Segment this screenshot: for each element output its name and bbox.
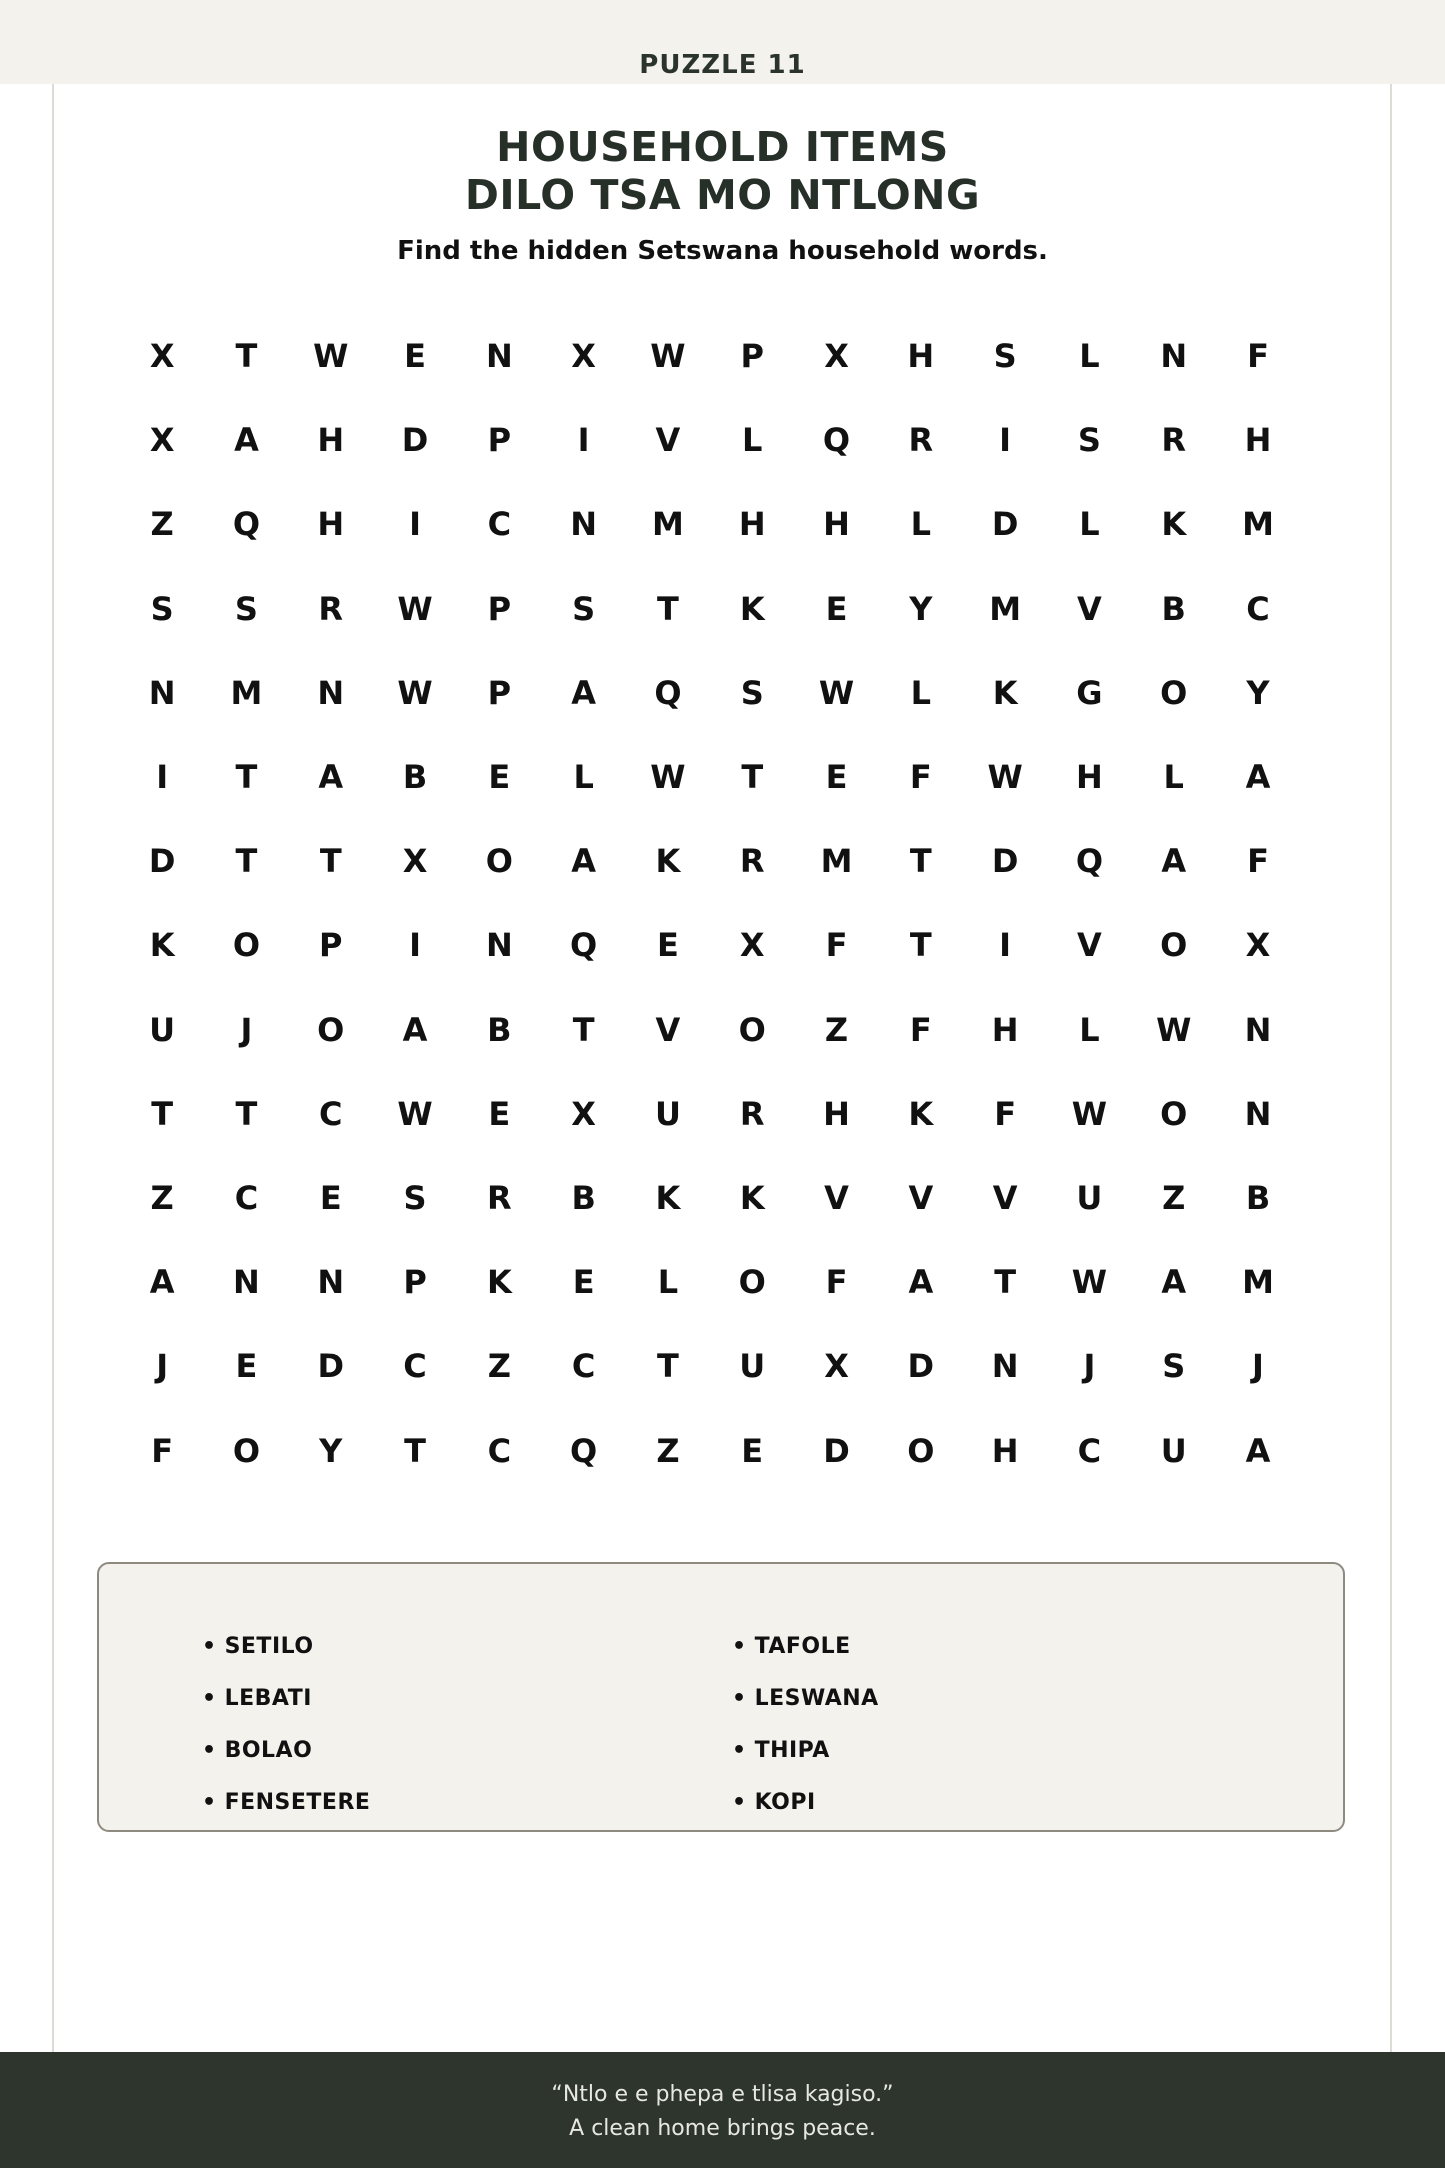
grid-letter[interactable]: J [156,1347,169,1386]
footer-translation: A clean home brings peace. [569,2116,876,2141]
grid-letter[interactable]: K [739,589,765,628]
grid-letter[interactable]: A [1161,1263,1187,1302]
grid-letter[interactable]: W [397,1094,433,1133]
grid-letter[interactable]: Q [232,505,261,544]
grid-letter[interactable]: A [149,1263,175,1302]
grid-letter[interactable]: Z [824,1010,849,1049]
grid-letter[interactable]: R [1161,421,1187,460]
word-list-item [732,1686,879,1738]
grid-letter[interactable]: N [1244,1094,1272,1133]
grid-letter[interactable]: D [991,842,1019,881]
grid-letter[interactable]: W [313,337,349,376]
grid-letter[interactable]: Z [656,1431,680,1470]
grid-letter[interactable]: C [403,1347,427,1386]
grid-letter[interactable]: B [402,758,428,797]
grid-letter[interactable]: R [487,1178,512,1217]
grid-letter[interactable]: F [909,758,932,797]
grid-letter[interactable]: R [739,842,765,881]
grid-letter[interactable]: I [999,421,1012,460]
grid-letter[interactable]: X [402,842,428,881]
grid-letter[interactable]: M [1242,505,1274,544]
grid-letter[interactable]: V [1077,926,1102,965]
grid-letter[interactable]: V [992,1178,1018,1217]
word-list-label: LEBATI [224,1686,312,1711]
grid-letter[interactable]: M [652,505,684,544]
grid-letter[interactable]: R [908,421,934,460]
grid-letter[interactable]: Z [150,1178,174,1217]
grid-letter[interactable]: L [910,505,932,544]
grid-letter[interactable]: S [993,337,1017,376]
grid-letter[interactable]: E [825,589,848,628]
grid-letter[interactable]: J [1252,1347,1264,1386]
grid-letter[interactable]: E [488,1094,511,1133]
grid-letter[interactable]: T [404,1431,426,1470]
grid-letter[interactable]: W [397,673,433,712]
grid-letter[interactable]: X [1245,926,1271,965]
bullet-icon: • [202,1686,217,1711]
grid-letter[interactable]: V [824,1178,849,1217]
grid-letter[interactable]: B [1245,1178,1271,1217]
footer-band [0,2052,1445,2168]
grid-letter[interactable]: B [571,1178,596,1217]
grid-letter[interactable]: C [571,1347,596,1386]
grid-letter[interactable]: D [148,842,176,881]
grid-letter[interactable]: Y [319,1431,343,1470]
grid-letter[interactable]: W [650,337,686,376]
grid-letter[interactable]: T [909,926,932,965]
bullet-icon: • [202,1790,217,1815]
grid-letter[interactable]: F [825,1263,848,1302]
grid-letter[interactable]: I [409,505,421,544]
grid-letter[interactable]: K [655,842,681,881]
grid-letter[interactable]: N [1244,1010,1272,1049]
grid-letter[interactable]: Y [1246,673,1270,712]
grid-letter[interactable]: X [824,337,849,376]
grid-letter[interactable]: O [317,1010,345,1049]
grid-letter[interactable]: L [910,673,932,712]
grid-letter[interactable]: O [1160,1094,1188,1133]
grid-letter[interactable]: E [235,1347,258,1386]
grid-letter[interactable]: E [825,758,848,797]
grid-letter[interactable]: R [318,589,344,628]
grid-letter[interactable]: O [1160,673,1188,712]
bullet-icon: • [732,1790,747,1815]
grid-letter[interactable]: W [1156,1010,1192,1049]
grid-letter[interactable]: S [740,673,764,712]
word-list-item [732,1634,879,1686]
grid-letter[interactable]: Y [909,589,933,628]
grid-letter[interactable]: I [999,926,1012,965]
grid-letter[interactable]: N [317,673,345,712]
grid-letter[interactable]: O [485,842,513,881]
grid-letter[interactable]: S [150,589,174,628]
word-list-left-column [202,1634,370,1842]
grid-letter[interactable]: T [572,1010,595,1049]
grid-letter[interactable]: C [487,1431,512,1470]
grid-letter[interactable]: T [994,1263,1017,1302]
grid-letter[interactable]: S [1162,1347,1186,1386]
grid-letter[interactable]: M [989,589,1022,628]
grid-letter[interactable]: K [992,673,1018,712]
grid-letter[interactable]: P [319,926,343,965]
grid-letter[interactable]: E [488,758,511,797]
grid-letter[interactable]: N [1160,337,1188,376]
grid-letter[interactable]: T [657,589,679,628]
grid-letter[interactable]: D [823,1431,850,1470]
grid-letter[interactable]: T [151,1094,174,1133]
grid-letter[interactable]: C [1246,589,1270,628]
grid-letter[interactable]: T [235,337,258,376]
grid-letter[interactable]: M [1242,1263,1274,1302]
bullet-icon: • [202,1738,217,1763]
word-list-item [202,1634,370,1686]
grid-letter[interactable]: Q [654,673,682,712]
grid-letter[interactable]: V [655,421,681,460]
grid-letter[interactable]: J [240,1010,253,1049]
puzzle-title-english: HOUSEHOLD ITEMS [496,123,949,171]
grid-letter[interactable]: E [319,1178,342,1217]
grid-letter[interactable]: D [991,505,1019,544]
grid-letter[interactable]: F [1247,842,1269,881]
grid-letter[interactable]: X [149,337,175,376]
grid-letter[interactable]: T [657,1347,679,1386]
grid-letter[interactable]: K [486,1263,512,1302]
grid-letter[interactable]: T [235,842,258,881]
grid-letter[interactable]: T [741,758,764,797]
grid-letter[interactable]: N [317,1263,345,1302]
grid-letter[interactable]: F [825,926,848,965]
bullet-icon: • [732,1686,747,1711]
grid-letter[interactable]: P [487,589,512,628]
grid-letter[interactable]: Z [150,505,174,544]
grid-letter[interactable]: Q [822,421,851,460]
grid-letter[interactable]: D [907,1347,935,1386]
grid-letter[interactable]: D [317,1347,345,1386]
grid-letter[interactable]: E [404,337,426,376]
grid-letter[interactable]: K [149,926,175,965]
grid-letter[interactable]: E [657,926,679,965]
grid-letter[interactable]: K [908,1094,934,1133]
grid-letter[interactable]: N [233,1263,260,1302]
grid-letter[interactable]: I [409,926,421,965]
grid-letter[interactable]: S [234,589,258,628]
grid-letter[interactable]: M [230,673,263,712]
grid-letter[interactable]: H [823,1094,850,1133]
word-list-item [732,1738,879,1790]
grid-letter[interactable]: H [317,505,345,544]
grid-letter[interactable]: Q [570,1431,598,1470]
grid-letter[interactable]: S [572,589,596,628]
grid-letter[interactable]: U [149,1010,176,1049]
grid-letter[interactable]: W [1071,1263,1108,1302]
grid-letter[interactable]: T [235,758,258,797]
grid-letter[interactable]: G [1076,673,1103,712]
grid-letter[interactable]: N [485,926,513,965]
grid-letter[interactable]: O [1160,926,1188,965]
grid-letter[interactable]: W [650,758,686,797]
grid-letter[interactable]: F [1247,337,1269,376]
letter-grid [120,314,1300,1493]
grid-letter[interactable]: Q [1075,842,1104,881]
grid-letter[interactable]: U [1076,1178,1103,1217]
grid-letter[interactable]: A [571,842,597,881]
grid-letter[interactable]: K [655,1178,681,1217]
word-list-label: FENSETERE [224,1790,371,1815]
grid-letter[interactable]: S [1077,421,1101,460]
bullet-icon: • [732,1738,747,1763]
grid-letter[interactable]: L [573,758,594,797]
grid-letter[interactable]: N [570,505,598,544]
grid-letter[interactable]: A [1161,842,1187,881]
grid-letter[interactable]: X [824,1347,849,1386]
grid-letter[interactable]: O [738,1010,766,1049]
grid-letter[interactable]: T [909,842,932,881]
grid-letter[interactable]: N [485,337,513,376]
grid-letter[interactable]: H [991,1431,1019,1470]
grid-letter[interactable]: C [234,1178,259,1217]
grid-letter[interactable]: U [654,1094,681,1133]
grid-letter[interactable]: H [991,1010,1019,1049]
word-list-item [732,1790,879,1842]
word-list-box [97,1562,1345,1832]
grid-letter[interactable]: L [657,1263,679,1302]
grid-letter[interactable]: W [818,673,855,712]
word-list-label: TAFOLE [754,1634,851,1659]
grid-letter[interactable]: A [571,673,597,712]
grid-letter[interactable]: C [487,505,512,544]
grid-letter[interactable]: U [739,1347,766,1386]
grid-letter[interactable]: A [1245,1431,1271,1470]
footer-quote: “Ntlo e e phepa e tlisa kagiso.” [551,2082,894,2107]
grid-letter[interactable]: F [994,1094,1017,1133]
word-list-label: SETILO [224,1634,314,1659]
grid-letter[interactable]: A [234,421,259,460]
grid-letter[interactable]: N [148,673,176,712]
grid-letter[interactable]: O [232,1431,261,1470]
grid-letter[interactable]: I [156,758,169,797]
grid-letter[interactable]: H [738,505,766,544]
grid-letter[interactable]: L [1163,758,1184,797]
word-list-right-column [732,1634,879,1842]
grid-letter[interactable]: X [149,421,175,460]
grid-letter[interactable]: P [403,1263,427,1302]
grid-letter[interactable]: E [741,1431,764,1470]
grid-letter[interactable]: H [1076,758,1103,797]
grid-letter[interactable]: H [1244,421,1272,460]
grid-letter[interactable]: P [487,673,512,712]
grid-letter[interactable]: D [401,421,429,460]
grid-letter[interactable]: W [987,758,1023,797]
grid-letter[interactable]: X [571,1094,596,1133]
grid-letter[interactable]: B [487,1010,512,1049]
grid-letter[interactable]: E [572,1263,595,1302]
grid-letter[interactable]: Q [570,926,598,965]
instructions-text: Find the hidden Setswana household words. [397,236,1048,266]
grid-letter[interactable]: C [1077,1431,1102,1470]
grid-letter[interactable]: J [1083,1347,1096,1386]
grid-letter[interactable]: C [319,1094,343,1133]
grid-letter[interactable]: A [318,758,344,797]
word-list-label: THIPA [754,1738,830,1763]
grid-letter[interactable]: B [1161,589,1186,628]
grid-letter[interactable]: O [232,926,261,965]
grid-letter[interactable]: K [1161,505,1187,544]
grid-letter[interactable]: O [907,1431,935,1470]
grid-letter[interactable]: K [739,1178,765,1217]
grid-letter[interactable]: P [740,337,764,376]
grid-letter[interactable]: M [820,842,853,881]
grid-letter[interactable]: L [1079,1010,1100,1049]
grid-letter[interactable]: W [1071,1094,1108,1133]
grid-letter[interactable]: X [571,337,596,376]
grid-letter[interactable]: A [1245,758,1271,797]
puzzle-title-setswana: DILO TSA MO NTLONG [464,171,981,219]
grid-letter[interactable]: I [577,421,590,460]
grid-letter[interactable]: T [319,842,342,881]
grid-letter[interactable]: H [823,505,850,544]
grid-letter[interactable]: Z [487,1347,511,1386]
grid-letter[interactable]: S [403,1178,427,1217]
word-list-item [202,1686,370,1738]
grid-letter[interactable]: Z [1162,1178,1186,1217]
grid-letter[interactable]: A [908,1263,934,1302]
grid-letter[interactable]: F [151,1431,174,1470]
grid-letter[interactable]: V [1077,589,1102,628]
grid-letter[interactable]: F [909,1010,932,1049]
word-list-label: BOLAO [224,1738,313,1763]
grid-letter[interactable]: W [397,589,433,628]
grid-letter[interactable]: H [907,337,935,376]
grid-letter[interactable]: U [1160,1431,1187,1470]
grid-letter[interactable]: V [655,1010,681,1049]
grid-letter[interactable]: P [487,421,512,460]
grid-letter[interactable]: L [1079,505,1100,544]
page-border-left [52,84,54,2052]
word-list-item [202,1790,370,1842]
grid-letter[interactable]: R [739,1094,765,1133]
grid-letter[interactable]: T [235,1094,258,1133]
grid-letter[interactable]: V [908,1178,934,1217]
grid-letter[interactable]: X [739,926,765,965]
word-list-item [202,1738,370,1790]
puzzle-number-label: PUZZLE 11 [639,50,806,80]
word-list-label: LESWANA [754,1686,879,1711]
grid-letter[interactable]: N [991,1347,1019,1386]
grid-letter[interactable]: A [402,1010,428,1049]
bullet-icon: • [732,1634,747,1659]
grid-letter[interactable]: L [742,421,763,460]
word-list-label: KOPI [754,1790,816,1815]
grid-letter[interactable]: O [738,1263,766,1302]
page-border-right [1390,84,1392,2052]
bullet-icon: • [202,1634,217,1659]
grid-letter[interactable]: L [1079,337,1100,376]
grid-letter[interactable]: H [317,421,345,460]
